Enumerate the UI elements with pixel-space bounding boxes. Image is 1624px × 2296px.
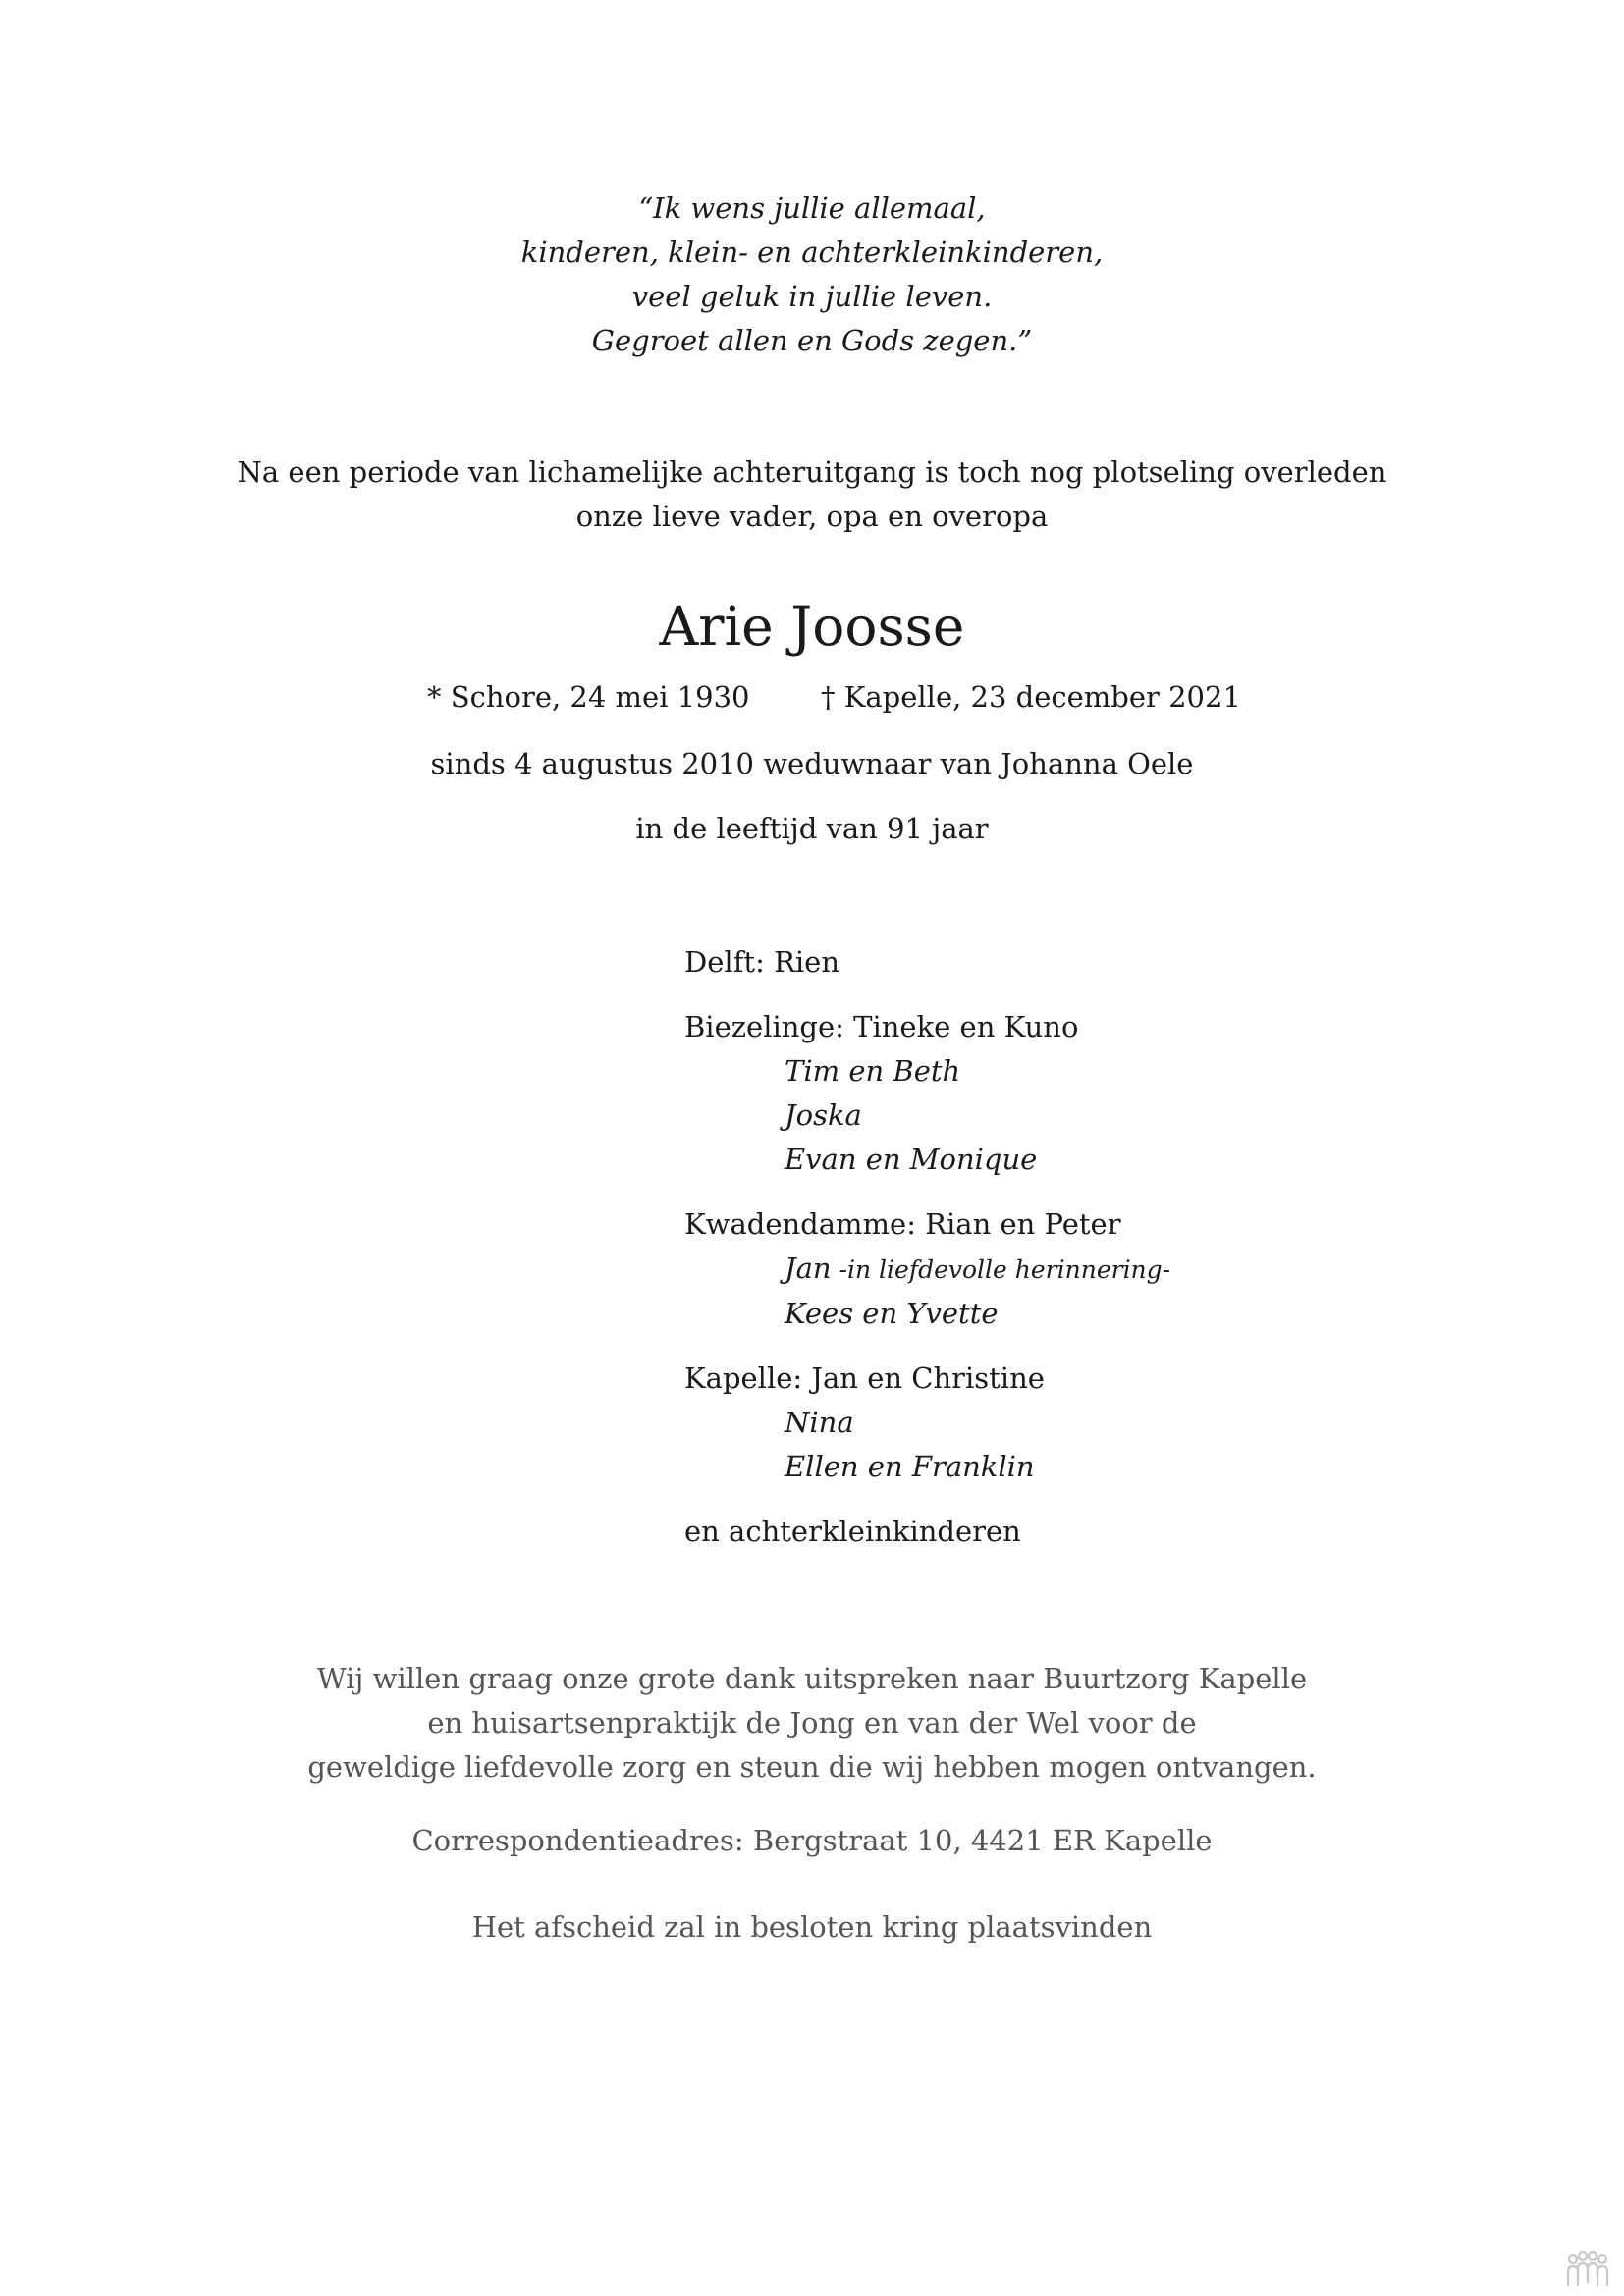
family-group-head: Kapelle: Jan en Christine bbox=[684, 1362, 1045, 1395]
grandchild: Joska bbox=[785, 1098, 862, 1132]
grandchild: Ellen en Franklin bbox=[785, 1450, 1035, 1483]
thanks-line: geweldige liefdevolle zorg en steun die wij hebben mogen ontvangen. bbox=[307, 1750, 1317, 1784]
grandchild: Nina bbox=[785, 1406, 854, 1439]
age-info: in de leeftijd van 91 jaar bbox=[635, 812, 989, 845]
widower-info: sinds 4 augustus 2010 weduwnaar van Johanna Oele bbox=[430, 747, 1194, 780]
quote-line: Gegroet allen en Gods zegen.” bbox=[591, 324, 1033, 357]
family-group-head: en achterkleinkinderen bbox=[684, 1515, 1021, 1548]
death-info: † Kapelle, 23 december 2021 bbox=[821, 680, 1241, 714]
thanks-message bbox=[0, 1657, 1624, 1789]
quote-line: “Ik wens jullie allemaal, bbox=[638, 191, 986, 225]
family-group bbox=[684, 1510, 1170, 1554]
announcement-intro bbox=[0, 451, 1624, 539]
family-group bbox=[684, 1202, 1170, 1336]
family-group bbox=[684, 940, 1170, 985]
grandchild-memorial bbox=[684, 1247, 1170, 1292]
quote-line: kinderen, klein- en achterkleinkinderen, bbox=[520, 236, 1104, 269]
opening-quote bbox=[0, 187, 1624, 363]
quote-line: veel geluk in jullie leven. bbox=[631, 280, 993, 313]
intro-line: Na een periode van lichamelijke achteruitgang is toch nog plotseling overleden bbox=[237, 455, 1387, 489]
birth-info: * Schore, 24 mei 1930 bbox=[427, 680, 750, 714]
family-group-head: Delft: Rien bbox=[684, 945, 840, 979]
correspondence-address: Correspondentieadres: Bergstraat 10, 4421 ER Kapelle bbox=[411, 1824, 1213, 1857]
grandchild: Kees en Yvette bbox=[785, 1297, 999, 1330]
grandchild: Evan en Monique bbox=[785, 1143, 1038, 1176]
people-group-icon bbox=[1565, 2250, 1610, 2289]
deceased-name: Arie Joosse bbox=[659, 595, 965, 658]
grandchild: Tim en Beth bbox=[785, 1054, 961, 1088]
family-group bbox=[684, 1357, 1170, 1489]
thanks-line: en huisartsenpraktijk de Jong en van der Wel voor de bbox=[427, 1706, 1197, 1739]
family-group-head: Kwadendamme: Rian en Peter bbox=[684, 1207, 1121, 1241]
grandchild-name: Jan bbox=[785, 1252, 832, 1285]
farewell-notice: Het afscheid zal in besloten kring plaatsvinden bbox=[471, 1910, 1153, 1944]
thanks-line: Wij willen graag onze grote dank uitspreken naar Buurtzorg Kapelle bbox=[316, 1662, 1308, 1695]
family-group bbox=[684, 1005, 1170, 1182]
memorial-note: -in liefdevolle herinnering- bbox=[831, 1255, 1171, 1284]
family-list bbox=[684, 940, 1170, 1575]
intro-line: onze lieve vader, opa en overopa bbox=[575, 500, 1049, 533]
family-group-head: Biezelinge: Tineke en Kuno bbox=[684, 1010, 1079, 1043]
